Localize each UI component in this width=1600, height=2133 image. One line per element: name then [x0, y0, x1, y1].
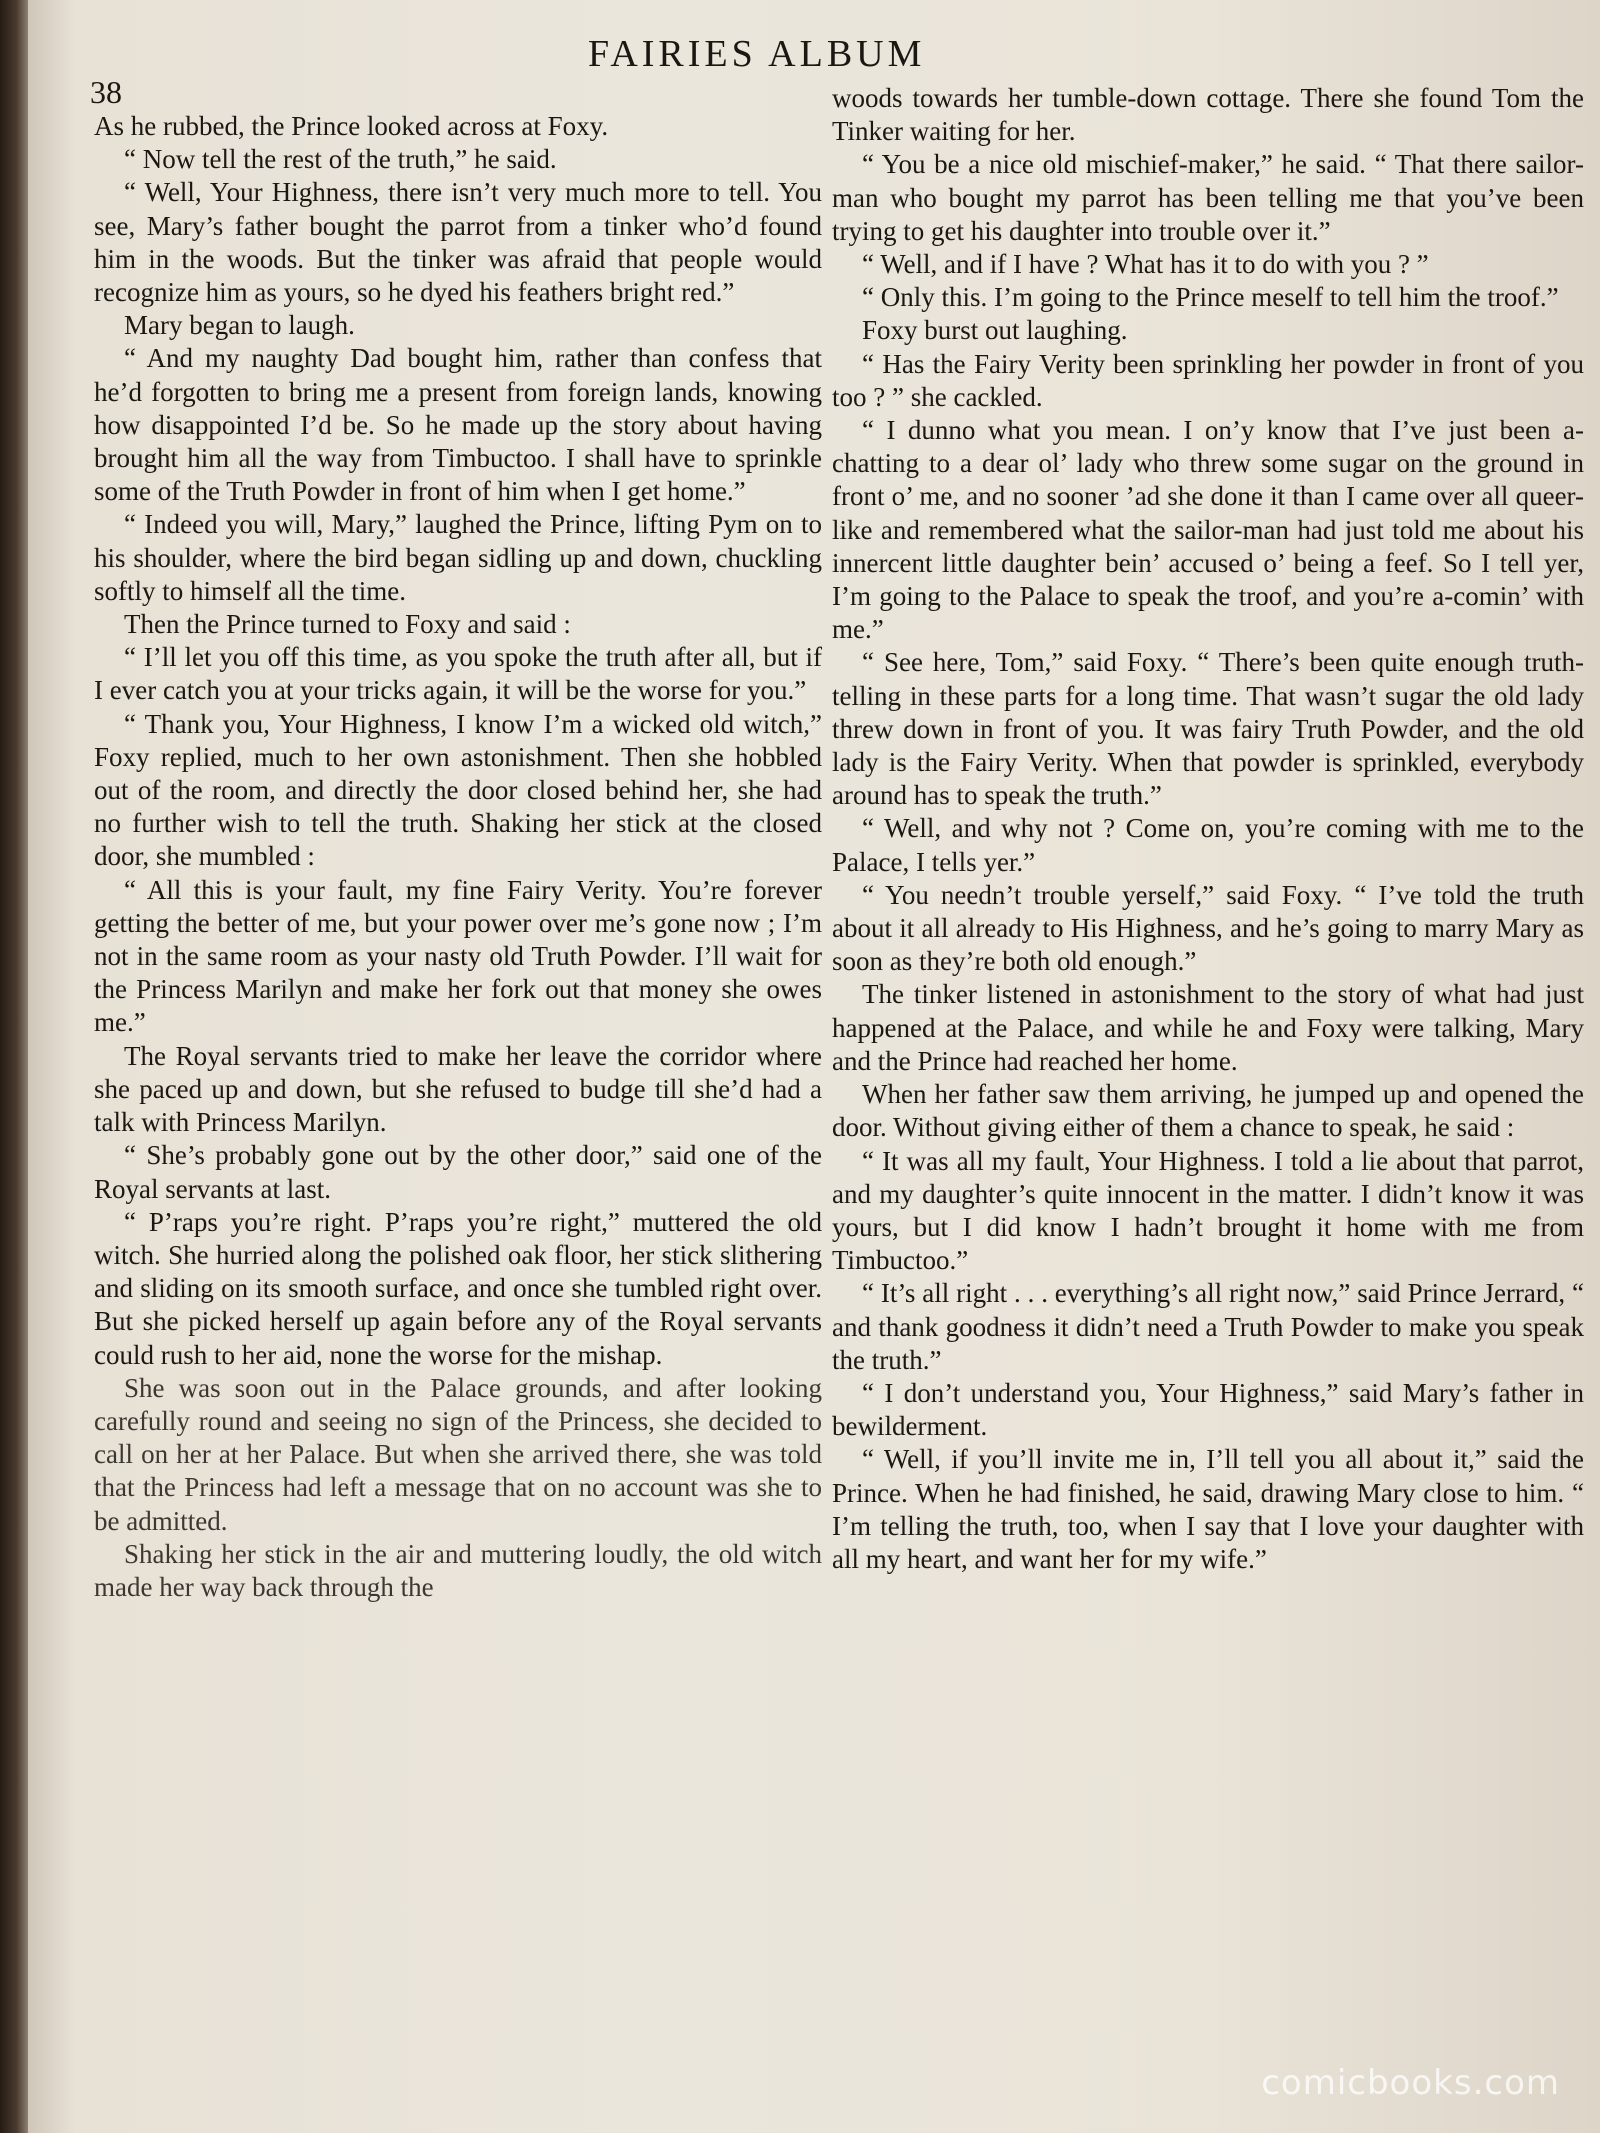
paragraph: She was soon out in the Palace grounds, and after looking carefully round and seeing no sign of the Princess, she decided to call on her at her Palace. But when she arrived there, she was told that the Princess had left a message that on no account was she to be admitted.: [94, 1372, 822, 1536]
paragraph: “ I don’t understand you, Your Highness,” said Mary’s father in bewilderment.: [832, 1377, 1584, 1442]
paragraph: “ You be a nice old mischief-maker,” he said. “ That there sailor-man who bought my parrot has been telling me that you’ve been trying to get his daughter into trouble over it.”: [832, 149, 1584, 246]
paragraph: The tinker listened in astonishment to the story of what had just happened at the Palace, and while he and Foxy were talking, Mary and the Prince had reached her home.: [832, 979, 1584, 1076]
paragraph: Foxy burst out laughing.: [862, 315, 1128, 346]
paragraph: “ Well, and if I have ? What has it to do with you ? ”: [862, 249, 1429, 280]
left-column: [94, 110, 822, 1604]
paragraph: “ Well, and why not ? Come on, you’re coming with me to the Palace, I tells yer.”: [832, 813, 1584, 877]
right-column: [832, 82, 1584, 1576]
paragraph: The Royal servants tried to make her leave the corridor where she paced up and down, but she refused to budge till she’d had a talk with Princess Marilyn.: [94, 1040, 822, 1138]
paragraph: “ She’s probably gone out by the other door,” said one of the Royal servants at last.: [94, 1140, 822, 1204]
paragraph: “ It was all my fault, Your Highness. I told a lie about that parrot, and my daughter’s quite innocent in the matter. I didn’t know it was yours, but I did know I hadn’t brought it home with me from Timbuctoo.”: [832, 1145, 1584, 1276]
paragraph: “ See here, Tom,” said Foxy. “ There’s been quite enough truth-telling in these parts for a long time. That wasn’t sugar the old lady threw down in front of you. It was fairy Truth Powder, and the old lady is the Fairy Verity. When that powder is sprinkled, everybody around has to speak the truth.”: [832, 647, 1584, 811]
paragraph: “ I dunno what you mean. I on’y know that I’ve just been a-chatting to a dear ol’ lady who threw some sugar on the ground in front o’ me, and no sooner ’ad she done it than I came over all queer-like and remembered what the sailor-man had just told me about his innercent little daughter bein’ accused o’ being a feef. So I tell yer, I’m going to the Palace to speak the troof, and you’re a-comin’ with me.”: [832, 415, 1584, 645]
paragraph: “ Only this. I’m going to the Prince meself to tell him the troof.”: [862, 282, 1559, 313]
watermark: comicbooks.com: [1261, 2063, 1560, 2103]
paragraph: “ You needn’t trouble yerself,” said Foxy. “ I’ve told the truth about it all already to His Highness, and he’s going to marry Mary as soon as they’re both old enough.”: [832, 879, 1584, 977]
paragraph: “ Now tell the rest of the truth,” he said.: [124, 144, 557, 175]
book-page: [28, 0, 1600, 2133]
paragraph: “ Well, if you’ll invite me in, I’ll tell you all about it,” said the Prince. When he had finished, he said, drawing Mary close to him. “ I’m telling the truth, too, when I say that I love your daughter with all my heart, and want her for my wife.”: [832, 1444, 1584, 1574]
paragraph: When her father saw them arriving, he jumped up and opened the door. Without giving either of them a chance to speak, he said :: [832, 1079, 1584, 1143]
paragraph: “ It’s all right . . . everything’s all right now,” said Prince Jerrard, “ and thank goodness it didn’t need a Truth Powder to make you speak the truth.”: [832, 1278, 1584, 1375]
paragraph: As he rubbed, the Prince looked across at Foxy.: [94, 111, 609, 141]
paragraph: “ I’ll let you off this time, as you spoke the truth after all, but if I ever catch you at your tricks again, it will be the worse for you.”: [94, 642, 822, 706]
paragraph: “ All this is your fault, my fine Fairy Verity. You’re forever getting the better of me, but your power over me’s gone now ; I’m not in the same room as your nasty old Truth Powder. I’ll wait for the Princess Marilyn and make her fork out that money she owes me.”: [94, 874, 822, 1038]
book-spine: [0, 0, 28, 2133]
paragraph: “ P’raps you’re right. P’raps you’re right,” muttered the old witch. She hurried along the polished oak floor, her stick slithering and sliding on its smooth surface, and once she tumbled right over. But she picked herself up again before any of the Royal servants could rush to her aid, none the worse for the mishap.: [94, 1206, 822, 1370]
page-number: 38: [90, 74, 122, 110]
running-head: FAIRIES ALBUM: [588, 33, 926, 75]
paragraph: Then the Prince turned to Foxy and said :: [124, 609, 571, 640]
paragraph: woods towards her tumble-down cottage. There she found Tom the Tinker waiting for her.: [832, 83, 1584, 147]
paragraph: Shaking her stick in the air and muttering loudly, the old witch made her way back through the: [94, 1538, 822, 1602]
paragraph: “ Indeed you will, Mary,” laughed the Prince, lifting Pym on to his shoulder, where the bird began sidling up and down, chuckling softly to himself all the time.: [94, 509, 822, 606]
paragraph: “ Well, Your Highness, there isn’t very much more to tell. You see, Mary’s father bought the parrot from a tinker who’d found him in the woods. But the tinker was afraid that people would recognize him as yours, so he dyed his feathers bright red.”: [94, 177, 822, 308]
paragraph: “ And my naughty Dad bought him, rather than confess that he’d forgotten to bring me a present from foreign lands, knowing how disappointed I’d be. So he made up the story about having brought him all the way from Timbuctoo. I shall have to sprinkle some of the Truth Powder in front of him when I get home.”: [94, 343, 822, 507]
paragraph: “ Thank you, Your Highness, I know I’m a wicked old witch,” Foxy replied, much to her own astonishment. Then she hobbled out of the room, and directly the door closed behind her, she had no further wish to tell the truth. Shaking her stick at the closed door, she mumbled :: [94, 708, 822, 872]
paragraph: “ Has the Fairy Verity been sprinkling her powder in front of you too ? ” she cackled.: [832, 348, 1584, 412]
paragraph: Mary began to laugh.: [124, 310, 355, 341]
